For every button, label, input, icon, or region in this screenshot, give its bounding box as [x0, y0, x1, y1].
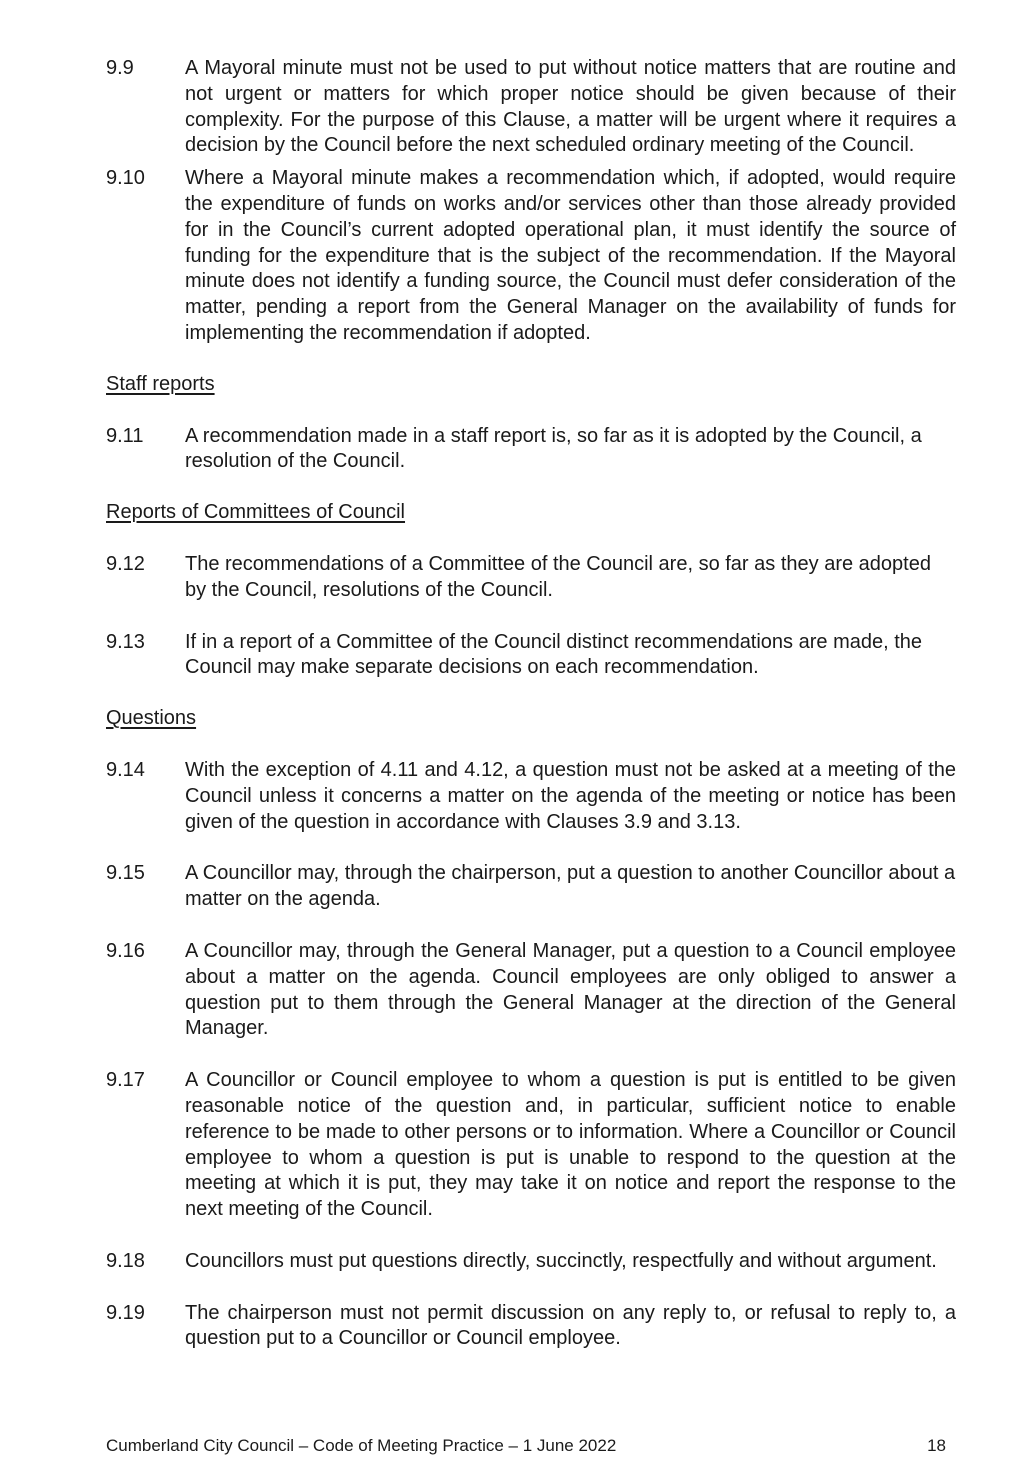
clause-text: With the exception of 4.11 and 4.12, a question must not be asked at a meeting of the Council unless it concerns a matter on the agenda of the meeting or notice has been given of the question in accordance with Clauses 3.9 and 3.13.	[185, 758, 956, 833]
clause-text: A Mayoral minute must not be used to put without notice matters that are routine and not urgent or matters for which proper notice should be given because of their complexity. For the purpose of this Clause, a matter will be urgent where it requires a decision by the Council before the next scheduled ordinary meeting of the Council.	[185, 57, 956, 157]
clause-text: Councillors must put questions directly, succinctly, respectfully and without argument.	[185, 1249, 937, 1272]
clause-9-11	[106, 424, 956, 476]
clause-text: A Councillor may, through the General Manager, put a question to a Council employee about a matter on the agenda. Council employees are only obliged to answer a question put to them through the General Manager at the direction of the General Manager.	[185, 939, 956, 1040]
clause-number: 9.17	[106, 1069, 145, 1092]
footer-document-title: Cumberland City Council – Code of Meeting Practice – 1 June 2022	[106, 1436, 617, 1455]
clause-number: 9.9	[106, 57, 134, 79]
clause-9-14	[106, 758, 956, 835]
clause-number: 9.10	[106, 167, 145, 190]
clause-text: A recommendation made in a staff report is, so far as it is adopted by the Council, a resolution of the Council.	[185, 424, 922, 473]
clause-9-15	[106, 861, 956, 913]
clause-text: The recommendations of a Committee of the Council are, so far as they are adopted by the Council, resolutions of the Council.	[185, 552, 931, 601]
clause-text: The chairperson must not permit discussion on any reply to, or refusal to reply to, a question put to a Councillor or Council employee.	[185, 1301, 956, 1350]
clause-text: Where a Mayoral minute makes a recommendation which, if adopted, would require the expenditure of funds on works and/or services other than those already provided for in the Council’s current adopted operational plan, it must identify the source of funding for the expenditure that is the subject of the recommendation. If the Mayoral minute does not identify a funding source, the Council must defer consideration of the matter, pending a report from the General Manager on the availability of funds for implementing the recommendation if adopted.	[185, 167, 956, 344]
section-heading-staff-reports: Staff reports	[106, 372, 215, 395]
clause-9-16	[106, 939, 956, 1042]
clause-number: 9.19	[106, 1301, 145, 1324]
clause-text: If in a report of a Committee of the Council distinct recommendations are made, the Council may make separate decisions on each recommendation.	[185, 630, 923, 679]
clause-9-9	[106, 56, 956, 159]
clause-9-12	[106, 552, 956, 604]
section-heading-committee-reports: Reports of Committees of Council	[106, 501, 406, 524]
clause-9-18	[106, 1249, 956, 1275]
clause-text: A Councillor or Council employee to whom a question is put is entitled to be given reasonable notice of the question and, in particular, sufficient notice to enable reference to be made to other persons or to information. Where a Councillor or Council employee to whom a question is put is unable to respond to the question at the meeting at which it is put, they may take it on notice and report the response to the next meeting of the Council.	[185, 1069, 956, 1221]
section-heading-questions: Questions	[106, 707, 197, 730]
clause-number: 9.11	[106, 424, 144, 447]
clause-number: 9.18	[106, 1249, 145, 1272]
clause-number: 9.14	[106, 758, 145, 781]
clause-number: 9.16	[106, 939, 145, 962]
clause-number: 9.15	[106, 862, 145, 885]
clause-9-10	[106, 166, 956, 347]
page-content	[106, 56, 956, 1352]
clause-9-13	[106, 630, 956, 682]
clause-9-19	[106, 1301, 956, 1353]
clause-text: A Councillor may, through the chairperson, put a question to another Councillor about a matter on the agenda.	[185, 862, 956, 911]
footer-page-number: 18	[927, 1436, 946, 1455]
page-footer	[106, 1435, 946, 1457]
clause-number: 9.13	[106, 630, 145, 653]
clause-9-17	[106, 1068, 956, 1223]
clause-number: 9.12	[106, 552, 145, 575]
